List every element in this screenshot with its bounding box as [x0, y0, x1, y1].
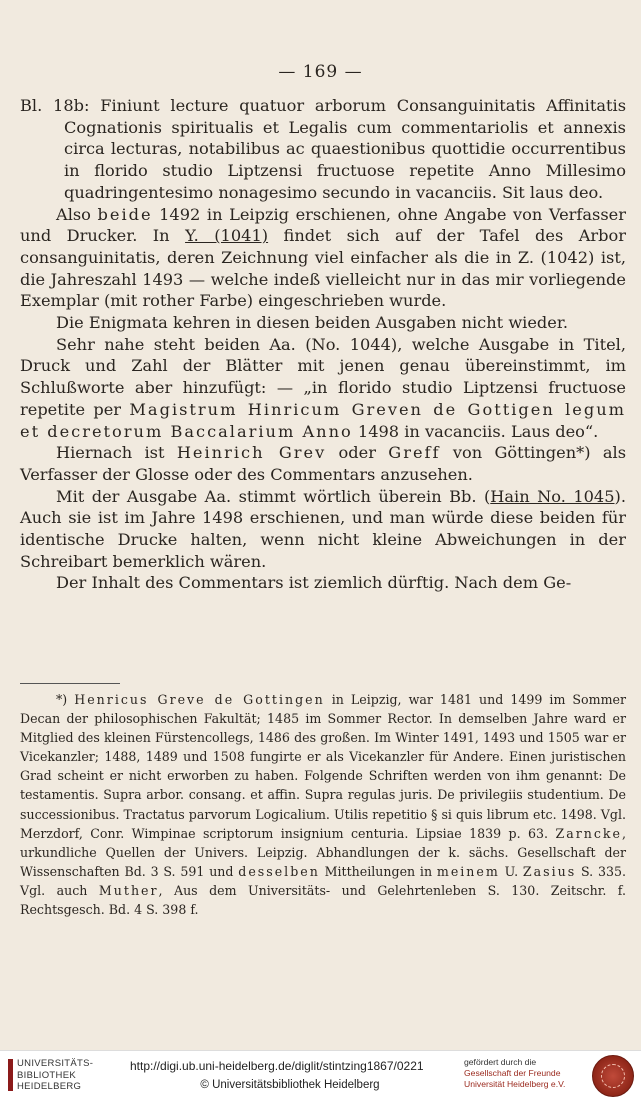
logo-bar-icon	[8, 1059, 13, 1091]
footnote-text: *) Henricus Greve de Gottingen in Leipzig, war 1481 und 1499 im Sommer Decan der philosophischen Fakultät; 1485 im Sommer Rector. In demselben Jahre ward er Mitglied des kleinen Fürstencollegs, 1486 des großen. Im Winter 1491, 1493 und 1505 war er Vicekanzler; 1488, 1489 und 1508 fungirte er als Vicekanzler für Andere. Einen juristischen Grad scheint er nicht erworben zu haben. Folgende Schriften werden von ihm genannt: De testamentis. Supra arbor. consang. et affin. Supra regulas juris. De privilegiis studentium. De successionibus. Tractatus parvorum Logicalium. Utilis repetitio § si quis librum etc. 1498. Vgl. Merzdorf, Conr. Wimpinae scriptorum insignium centuria. Lipsiae 1839 p. 63. Zarncke, urkundliche Quellen der Univers. Leipzig. Abhandlungen der k. sächs. Gesellschaft der Wissenschaften Bd. 3 S. 591 und desselben Mittheilungen in meinem U. Zasius S. 335. Vgl. auch Muther, Aus dem Universitäts- und Gelehrtenleben S. 130. Zeitschr. f. Rechtsgesch. Bd. 4 S. 398 f.	[20, 692, 627, 918]
library-logo[interactable]: UNIVERSITÄTS- BIBLIOTHEK HEIDELBERG	[8, 1057, 118, 1093]
sponsor-note: gefördert durch die Gesellschaft der Freunde Universität Heidelberg e.V.	[464, 1057, 566, 1089]
spaced-beide: beide	[97, 204, 153, 224]
paragraph-5: Hiernach ist Heinrich Grev oder Greff von Göttingen*) als Verfasser der Glosse oder des Commentars anzusehen.	[20, 443, 626, 484]
footnote-rule	[20, 683, 120, 684]
footnote	[20, 690, 626, 919]
paragraph-2: Also beide 1492 in Leipzig erschienen, ohne Angabe von Verfasser und Drucker. In Y. (1041) findet sich auf der Tafel des Arbor consanguinitatis, deren Zeichnung viel einfacher als die in Z. (1042) ist, die Jahreszahl 1493 — welche indeß vielleicht nur in das mir vorliegende Exemplar (mit rother Farbe) eingeschrieben wurde.	[20, 204, 627, 311]
paragraph-6: Mit der Ausgabe Aa. stimmt wörtlich überein Bb. (Hain No. 1045). Auch sie ist im Jahre 1498 erschienen, und man würde diese beiden für identische Drucke halten, wenn nicht kleine Abweichungen in der Schreibart bemerklich wären.	[20, 486, 626, 571]
spaced-greff: Greff	[388, 443, 441, 463]
page-number: — 169 —	[278, 62, 363, 82]
paragraph-3: Die Enigmata kehren in diesen beiden Ausgaben nicht wieder.	[56, 313, 568, 333]
copyright: © Universitätsbibliothek Heidelberg	[200, 1079, 380, 1091]
spaced-magistrum: Magistrum Hinricum Greven de Gottigen legum et decretorum Baccalarium Anno	[20, 399, 627, 441]
paragraph-4: Sehr nahe steht beiden Aa. (No. 1044), welche Ausgabe in Titel, Druck und Zahl der Blätter mit jenen genau übereinstimmt, im Schlußworte aber hinzufügt: — „in florido studio Liptzensi fructuose repetite per Magistrum Hinricum Greven de Gottigen legum et decretorum Baccalarium Anno 1498 in vacanciis. Laus deo“.	[20, 334, 627, 441]
paragraph-colophon: Bl. 18b: Finiunt lecture quatuor arborum Consanguinitatis Affinitatis Cognationis spiritualis et Legalis cum commentariolis et annexis circa lecturas, notabilibus ac quaestionibus quottidie occurrentibus in florido studio Liptzensi fructuose repetite Anno Millesimo quadringentesimo nonagesimo secundo in vacanciis. Sit laus deo.	[20, 96, 626, 202]
permalink[interactable]: http://digi.ub.uni-heidelberg.de/diglit/stintzing1867/0221	[130, 1059, 424, 1073]
paragraph-7: Der Inhalt des Commentars ist ziemlich dürftig. Nach dem Ge-	[56, 573, 572, 593]
underlined-ref-y: Y. (1041)	[185, 226, 269, 246]
underlined-hain: Hain No. 1045	[490, 486, 615, 506]
spaced-heinrich-grev: Heinrich Grev	[176, 443, 327, 463]
viewer-footer	[0, 1050, 641, 1099]
main-text	[20, 95, 626, 594]
university-seal-icon[interactable]	[592, 1055, 634, 1097]
